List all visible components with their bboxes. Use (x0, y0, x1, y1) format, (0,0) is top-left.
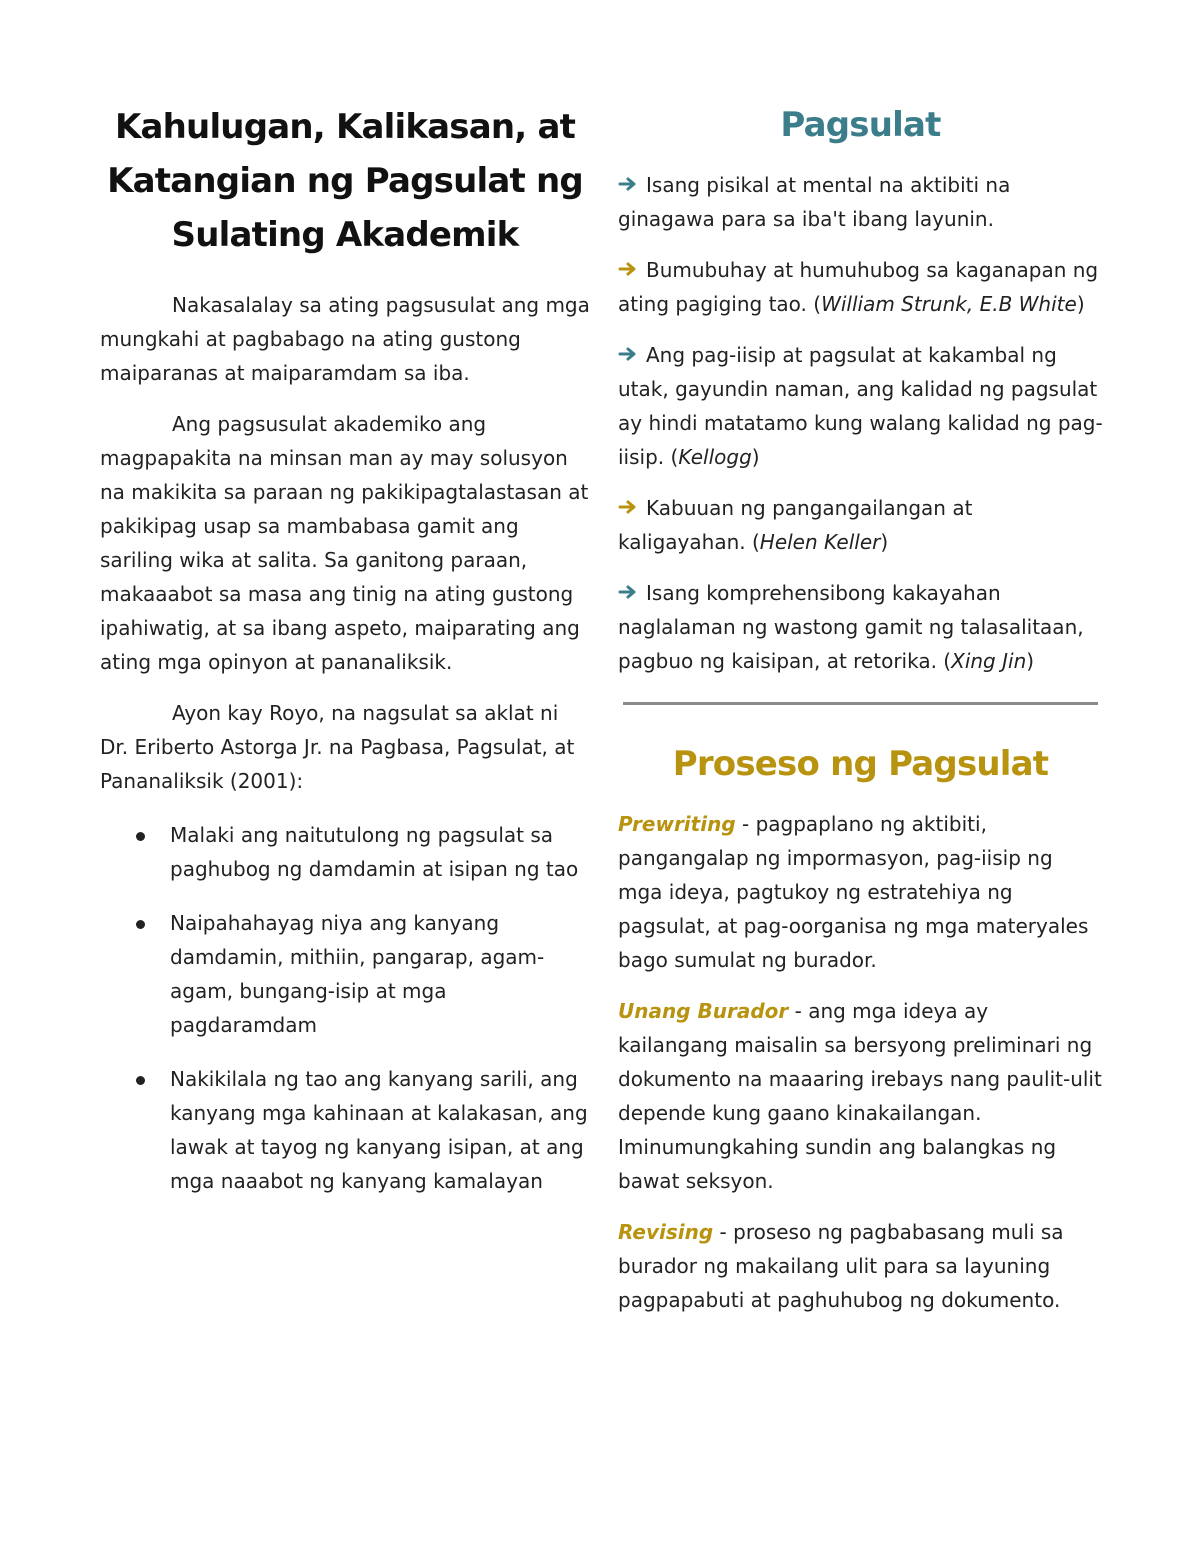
pagsulat-item: Isang pisikal at mental na aktibiti na ginagawa para sa iba't ibang layunin. (618, 173, 1011, 231)
right-column (618, 100, 1103, 1334)
pagsulat-item: Bumubuhay at humuhubog sa kaganapan ng ating pagiging tao. (William Strunk, E.B White) (618, 258, 1099, 316)
citation: Kellogg (678, 445, 752, 469)
pagsulat-item: Isang komprehensibong kakayahan naglalaman ng wastong gamit ng talasalitaan, pagbuo ng kaisipan, at retorika. (Xing Jin) (618, 581, 1084, 673)
process-step-prewriting: Prewriting - pagpaplano ng aktibiti, pangangalap ng impormasyon, pag-iisip ng mga ideya, pagtukoy ng estratehiya ng pagsulat, at pag-oorganisa ng mga materyales bago sumulat ng burador. (618, 812, 1089, 972)
arrow-right-icon (618, 585, 642, 599)
arrow-right-icon (618, 262, 642, 276)
step-term: Unang Burador (618, 999, 789, 1023)
list-item: Malaki ang naitutulong ng pagsulat sa paghubog ng damdamin at isipan ng tao (100, 818, 590, 886)
arrow-right-icon (618, 347, 642, 361)
pagsulat-heading: Pagsulat (780, 105, 941, 145)
list-item: Nakikilala ng tao ang kanyang sarili, ang kanyang mga kahinaan at kalakasan, ang lawak at tayog ng kanyang isipan, at ang mga naaabot ng kanyang kamalayan (100, 1062, 590, 1198)
citation: Helen Keller (759, 530, 881, 554)
bullet-dot-icon (136, 920, 145, 929)
citation: William Strunk, E.B White (821, 292, 1077, 316)
list-item: Naipahahayag niya ang kanyang damdamin, mithiin, pangarap, agam-agam, bungang-isip at mga pagdaramdam (100, 906, 590, 1042)
arrow-right-icon (618, 177, 642, 191)
bullet-dot-icon (136, 1076, 145, 1085)
intro-paragraph-3: Ayon kay Royo, na nagsulat sa aklat ni Dr. Eriberto Astorga Jr. na Pagbasa, Pagsulat, at Pananaliksik (2001): (100, 701, 575, 793)
pagsulat-item: Kabuuan ng pangangailangan at kaligayahan. (Helen Keller) (618, 496, 973, 554)
left-column (100, 100, 590, 1218)
citation: Xing Jin (951, 649, 1027, 673)
royo-bullet-list (100, 818, 590, 1198)
intro-paragraph-1: Nakasalalay sa ating pagsusulat ang mga mungkahi at pagbabago na ating gustong maiparanas at maiparamdam sa iba. (100, 293, 590, 385)
bullet-dot-icon (136, 832, 145, 841)
step-term: Revising (618, 1220, 714, 1244)
process-step-unang-burador: Unang Burador - ang mga ideya ay kailangang maisalin sa bersyong preliminari ng dokumento na maaaring irebays nang paulit-ulit depende kung gaano kinakailangan. Iminumungkahing sundin ang balangkas ng bawat seksyon. (618, 999, 1102, 1193)
step-term: Prewriting (618, 812, 736, 836)
proseso-heading: Proseso ng Pagsulat (672, 744, 1049, 784)
arrow-right-icon (618, 500, 642, 514)
process-step-revising: Revising - proseso ng pagbabasang muli sa burador ng makailang ulit para sa layuning pagpapabuti at paghuhubog ng dokumento. (618, 1220, 1064, 1312)
page-title: Kahulugan, Kalikasan, at Katangian ng Pagsulat ng Sulating Akademik (107, 107, 583, 255)
pagsulat-item: Ang pag-iisip at pagsulat at kakambal ng utak, gayundin naman, ang kalidad ng pagsulat ay hindi matatamo kung walang kalidad ng pag-iisip. (Kellogg) (618, 343, 1103, 469)
section-divider (623, 702, 1098, 705)
intro-paragraph-2: Ang pagsusulat akademiko ang magpapakita na minsan man ay may solusyon na makikita sa paraan ng pakikipagtalastasan at pakikipag usap sa mambabasa gamit ang sariling wika at salita. Sa ganitong paraan, makaaabot sa masa ang tinig na ating gustong ipahiwatig, at sa ibang aspeto, maiparating ang ating mga opinyon at pananaliksik. (100, 412, 589, 674)
